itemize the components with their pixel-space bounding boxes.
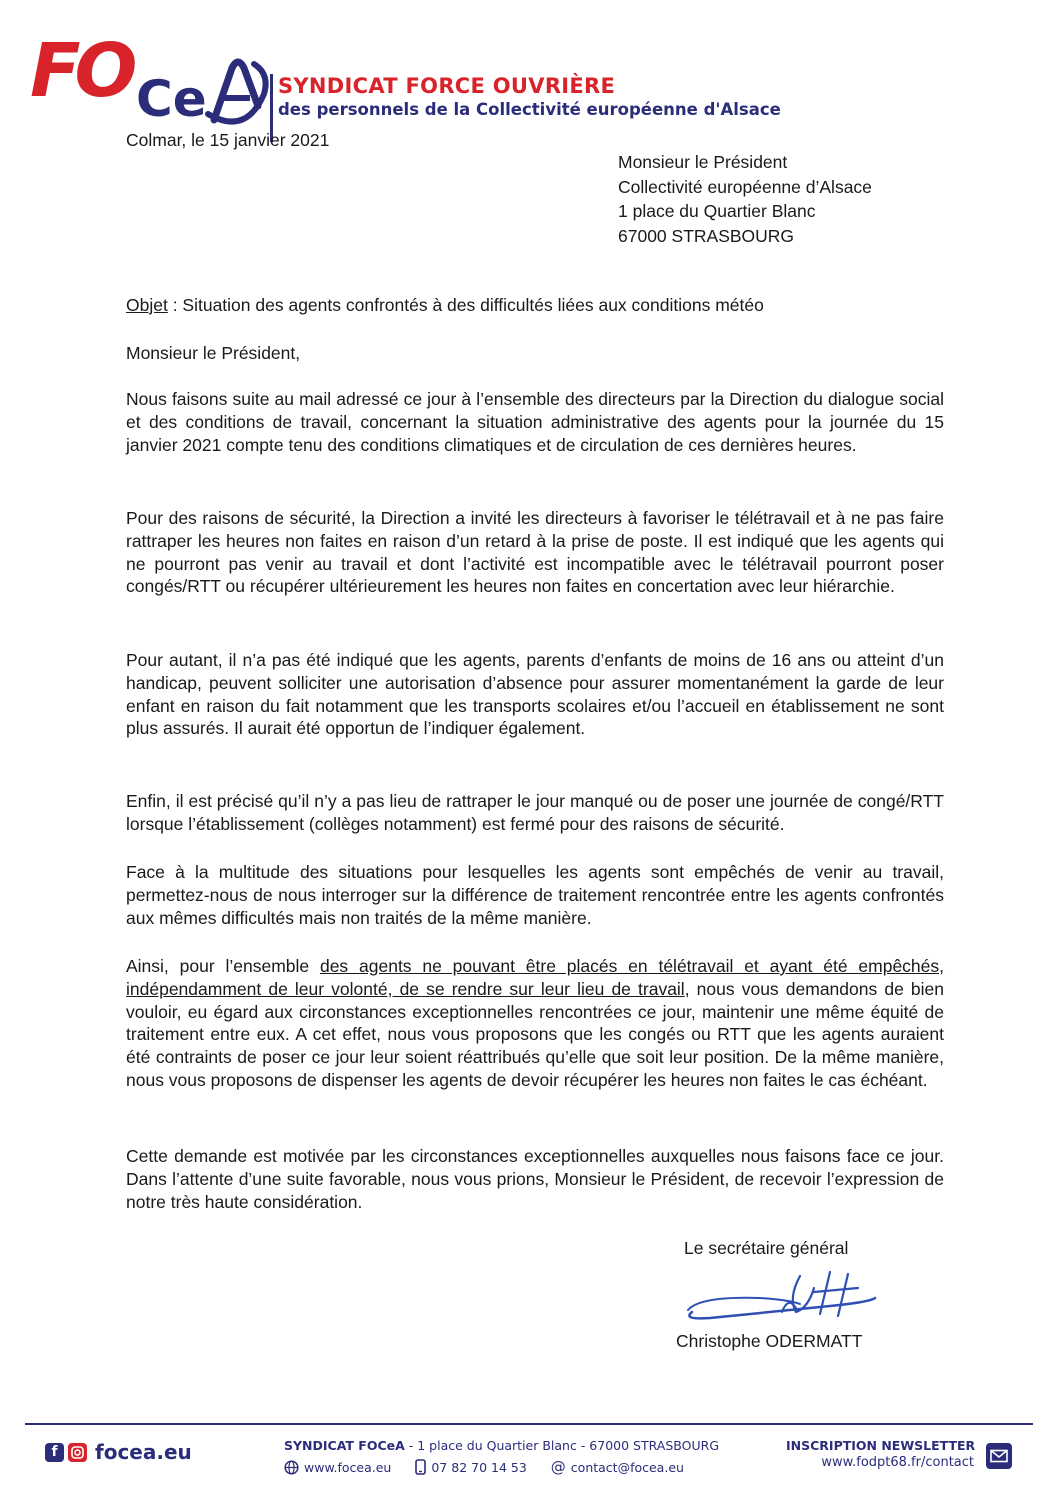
footer-web-text: www.focea.eu <box>304 1459 392 1475</box>
handwritten-signature <box>680 1268 880 1328</box>
letterhead <box>30 30 790 125</box>
union-title: SYNDICAT FORCE OUVRIÈRE <box>278 74 616 98</box>
subject-line <box>126 294 944 317</box>
phone-icon <box>415 1459 426 1475</box>
paragraph: Cette demande est motivée par les circonstances exceptionnelles auxquelles nous faisons face ce jour. Dans l’attente d’une suite favorable, nous vous prions, Monsieur le Président, de recevoir l’expression de notre très haute considération. <box>126 1146 944 1212</box>
footer-divider <box>25 1423 1033 1425</box>
recipient-line: 67000 STRASBOURG <box>618 225 795 246</box>
paragraph: Nous faisons suite au mail adressé ce jour à l’ensemble des directeurs par la Direction du dialogue social et des conditions de travail, concernant la situation administrative des agents pour la journée du 15 janvier 2021 compte tenu des conditions climatiques et de circulation de ces dernières heures. <box>126 389 944 455</box>
newsletter-title: INSCRIPTION NEWSLETTER <box>786 1438 976 1453</box>
footer-contacts <box>284 1459 744 1475</box>
union-subtitle: des personnels de la Collectivité européenne d'Alsace <box>278 100 781 119</box>
paragraph-text: Ainsi, pour l’ensemble <box>126 956 320 976</box>
svg-text:Ce: Ce <box>136 70 207 126</box>
paragraph-underlined-text: des agents ne pouvant être placés en télétravail et ayant été empêchés, indépendamment de leur volonté, de se rendre sur leur lieu de travail <box>126 956 945 999</box>
logo-cea <box>136 54 286 126</box>
footer-phone[interactable] <box>415 1459 526 1475</box>
paragraph: Enfin, il est précisé qu’il n’y a pas lieu de rattraper le jour manqué ou de poser une journée de congé/RTT lorsque l’établissement (collèges notamment) est fermé pour des raisons de sécurité. <box>126 791 944 834</box>
footer-email-text: contact@focea.eu <box>570 1459 684 1475</box>
footer-site-link[interactable]: focea.eu <box>95 1440 192 1464</box>
at-icon: @ <box>550 1457 566 1476</box>
footer-contact <box>284 1438 744 1475</box>
recipient-line: Monsieur le Président <box>618 152 788 172</box>
signatory-title: Le secrétaire général <box>684 1238 849 1258</box>
recipient-line: 1 place du Quartier Blanc <box>618 201 816 221</box>
paragraph-text: , nous vous demandons de bien vouloir, eu égard aux circonstances exceptionnelles rencontrées ce jour, maintenir une même équité de traitement entre eux. A cet effet, nous vous proposons que les congés ou RTT que les agents auraient été contraints de poser ce jour leur soient réattribués qu’elle que soit leur position. De la même manière, nous vous proposons de dispenser les agents de devoir récupérer les heures non faites le cas échéant. <box>126 978 944 1090</box>
mail-icon[interactable] <box>986 1443 1012 1469</box>
footer <box>0 1430 1058 1490</box>
paragraph: Pour des raisons de sécurité, la Direction a invité les directeurs à favoriser le télétravail et à ne pas faire rattraper les heures non faites en raison d’un retard à la prise de poste. Il est indiqué que les agents qui ne pourront pas venir au travail et dont l’activité est incompatible avec le télétravail pourront poser congés/RTT ou récupérer ultérieurement les heures non faites en concertation avec leur hiérarchie. <box>126 508 944 597</box>
recipient-block <box>618 150 872 248</box>
instagram-icon[interactable] <box>68 1443 87 1462</box>
signatory-name: Christophe ODERMATT <box>676 1331 863 1351</box>
logo-fo: FO <box>30 28 132 114</box>
footer-union-name: SYNDICAT FOCeA <box>284 1438 405 1453</box>
date-line: Colmar, le 15 janvier 2021 <box>126 130 330 150</box>
recipient-line: Collectivité européenne d’Alsace <box>618 176 872 197</box>
footer-address <box>284 1438 744 1453</box>
salutation: Monsieur le Président, <box>126 343 301 363</box>
newsletter-link[interactable]: www.fodpt68.fr/contact <box>821 1455 974 1470</box>
subject-text: : Situation des agents confrontés à des difficultés liées aux conditions météo <box>167 295 764 315</box>
paragraph <box>126 955 944 1092</box>
footer-newsletter <box>786 1438 974 1470</box>
subject-label: Objet <box>126 295 168 315</box>
paragraph: Face à la multitude des situations pour lesquelles les agents sont empêchés de venir au travail, permettez-nous de nous interroger sur la différence de traitement rencontrée entre les agents confrontés aux mêmes difficultés mais non traités de la même manière. <box>126 862 944 928</box>
globe-icon <box>284 1460 299 1475</box>
footer-phone-text: 07 82 70 14 53 <box>431 1459 527 1475</box>
paragraph: Pour autant, il n’a pas été indiqué que les agents, parents d’enfants de moins de 16 ans ou atteint d’un handicap, peuvent solliciter une autorisation d’absence pour assurer momentanément la garde de leur enfant en raison du fait notamment que les transports scolaires et/ou l’accueil en établissement ne sont plus assurés. Il aurait été opportun de l’indiquer également. <box>126 650 944 739</box>
footer-web[interactable] <box>284 1460 391 1475</box>
footer-social <box>45 1440 192 1464</box>
footer-address-text: - 1 place du Quartier Blanc - 67000 STRASBOURG <box>404 1438 719 1453</box>
footer-email[interactable] <box>550 1457 684 1476</box>
facebook-icon[interactable]: f <box>45 1443 64 1462</box>
